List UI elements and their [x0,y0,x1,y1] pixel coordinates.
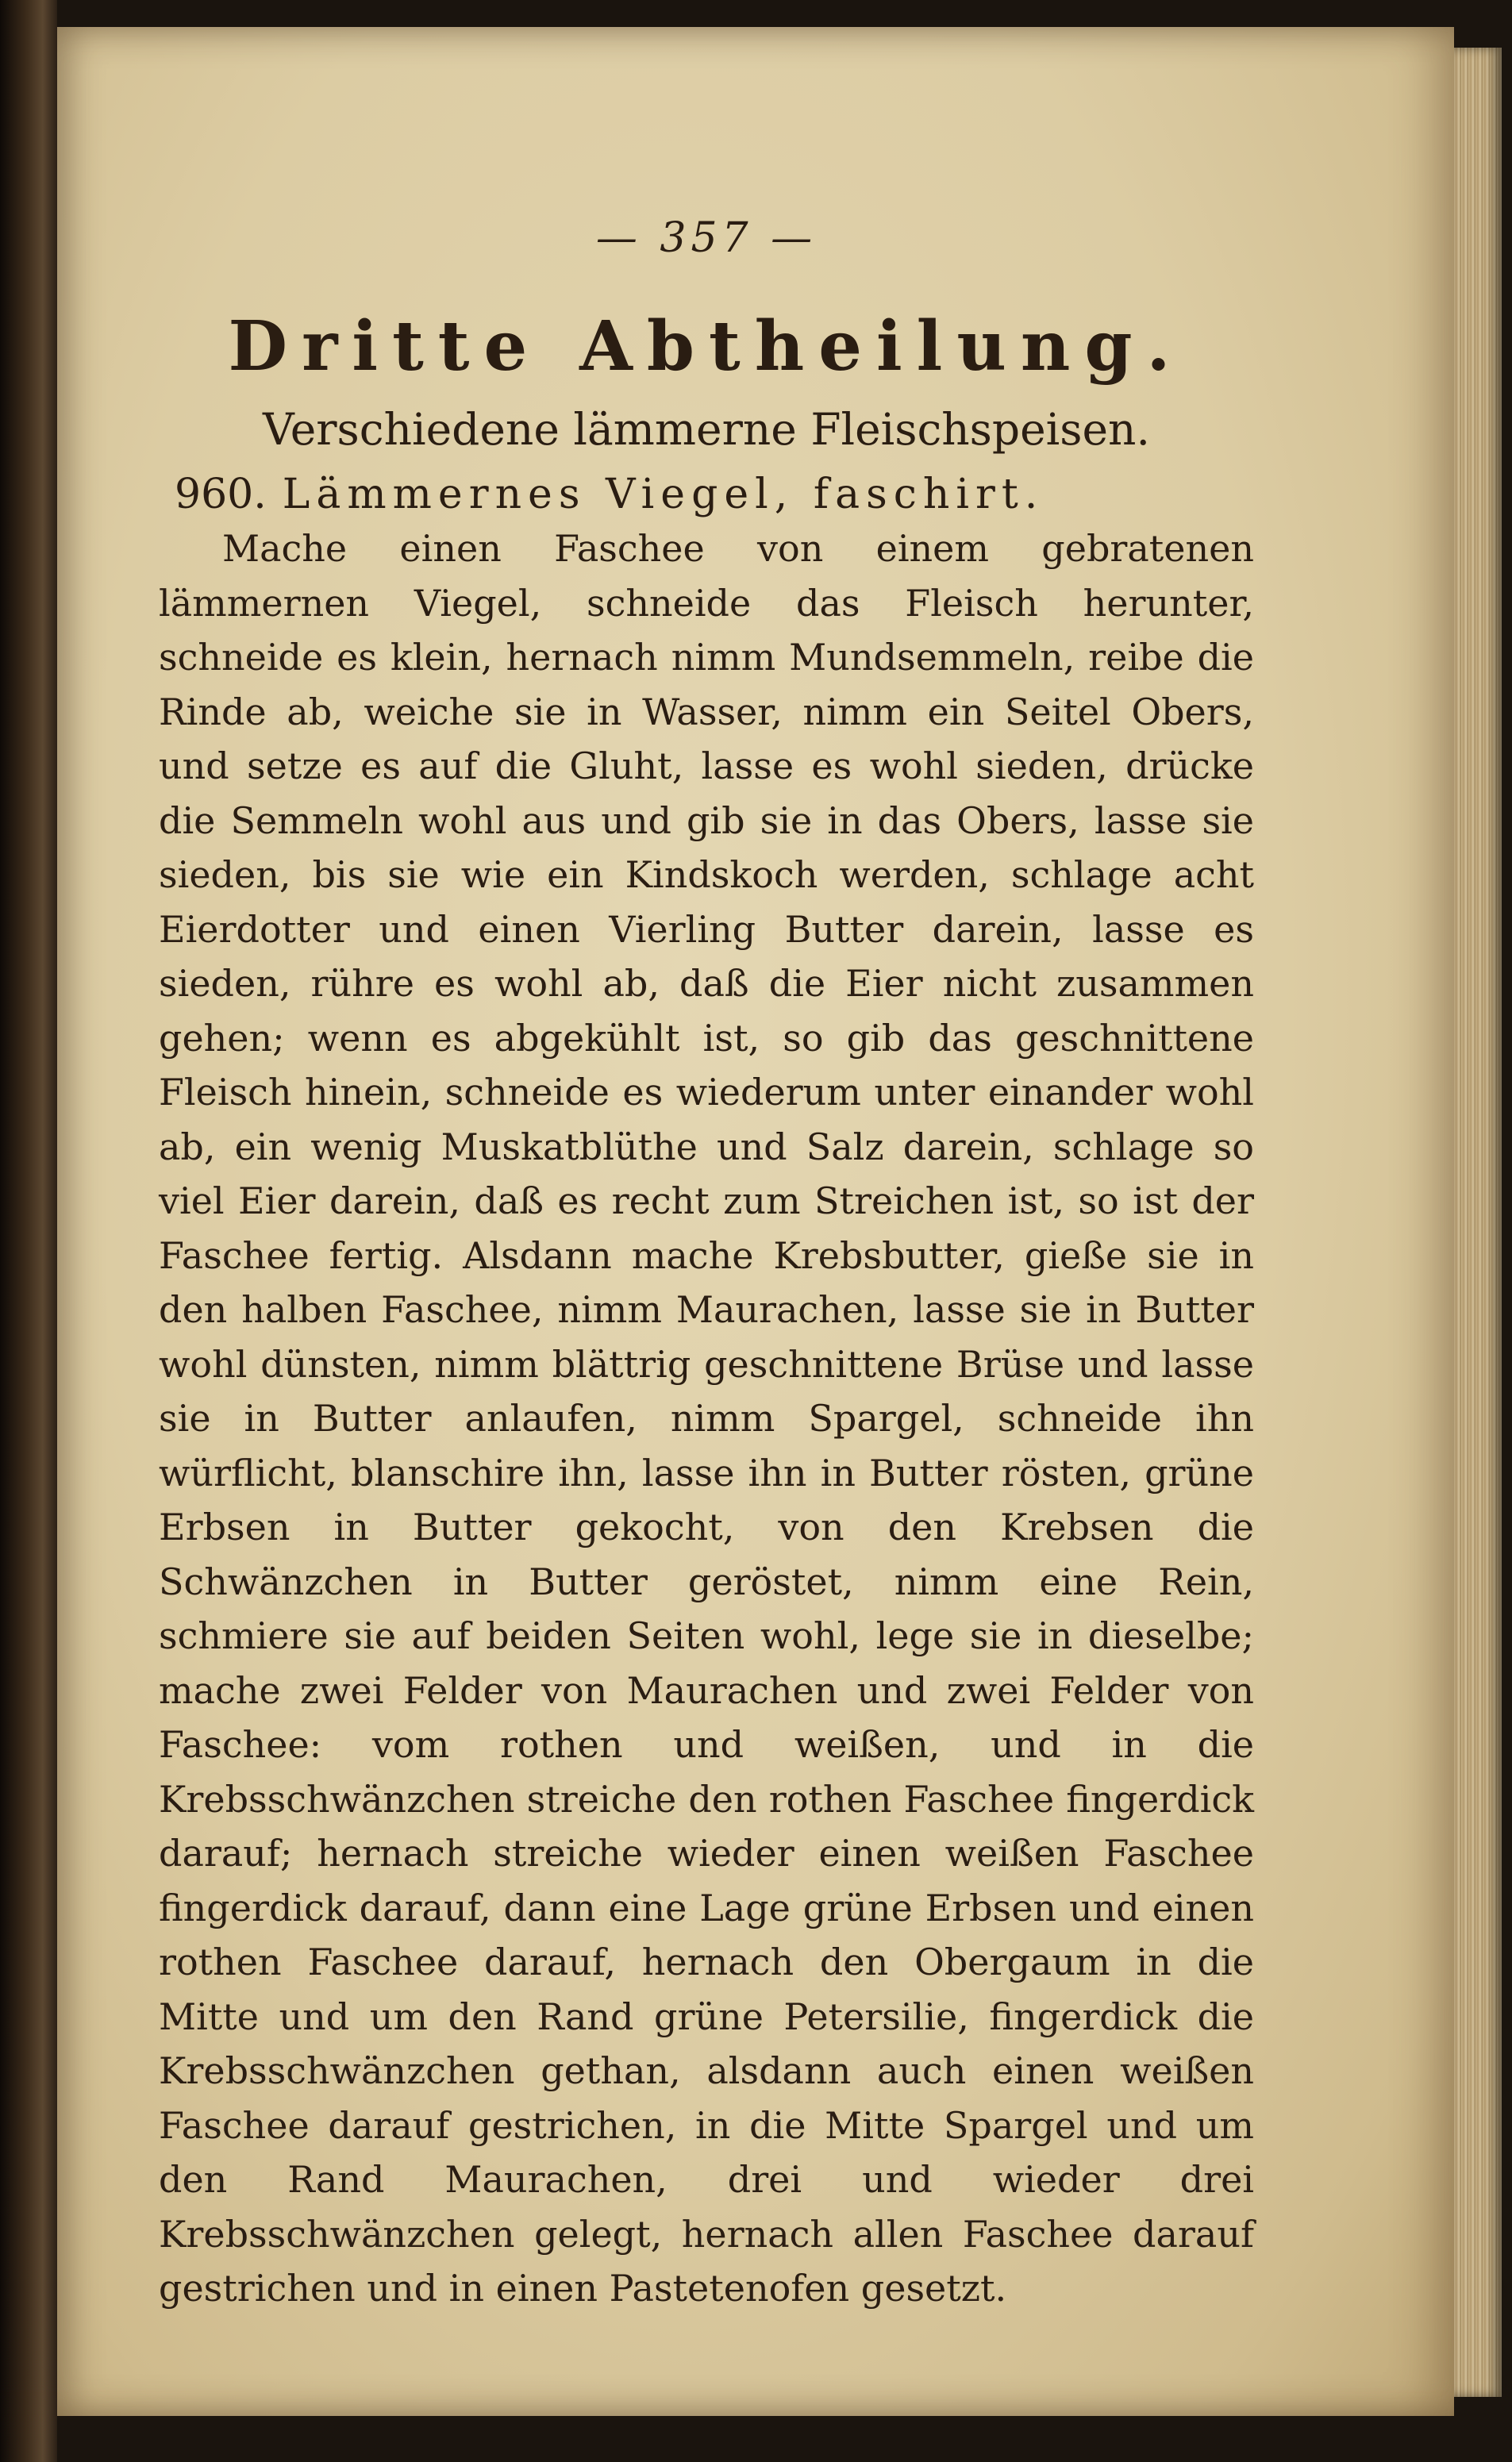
page-edges [1454,48,1502,2397]
recipe-body: Mache einen Faschee von einem gebratenen lämmernen Viegel, schneide das Fleisch herunter, schneide es klein, hernach nimm Mundsemmeln, reibe die Rinde ab, weiche sie in Wasser, nimm ein Seitel Obers, und setze es auf die Gluht, lasse es wohl sieden, drücke die Semmeln wohl aus und gib sie in das Obers, lasse sie sieden, bis sie wie ein Kindskoch werden, schlage acht Eierdotter und einen Vierling Butter darein, lasse es sieden, rühre es wohl ab, daß die Eier nicht zusammen gehen; wenn es abgekühlt ist, so gib das geschnittene Fleisch hinein, schneide es wiederum unter einander wohl ab, ein wenig Muskatblüthe und Salz darein, schlage so viel Eier darein, daß es recht zum Streichen ist, so ist der Faschee fertig. Alsdann mache Krebsbutter, gieße sie in den halben Faschee, nimm Maurachen, lasse sie in Butter wohl dünsten, nimm blättrig geschnittene Brüse und lasse sie in Butter anlaufen, nimm Spargel, schneide ihn würflicht, blanschire ihn, lasse ihn in Butter rösten, grüne Erbsen in Butter gekocht, von den Krebsen die Schwänzchen in Butter geröstet, nimm eine Rein, schmiere sie auf beiden Seiten wohl, lege sie in dieselbe; mache zwei Felder von Maurachen und zwei Felder von Faschee: vom rothen und weißen, und in die Krebsschwänzchen streiche den rothen Faschee fingerdick darauf; hernach streiche wieder einen weißen Faschee fingerdick darauf, dann eine Lage grüne Erbsen und einen rothen Faschee darauf, hernach den Obergaum in die Mitte und um den Rand grüne Petersilie, fingerdick die Krebsschwänzchen gethan, alsdann auch einen weißen Faschee darauf gestrichen, in die Mitte Spargel und um den Rand Maurachen, drei und wieder drei Krebsschwänzchen gelegt, hernach allen Faschee darauf gestrichen und in einen Pastetenofen gesetzt. [159,527,1254,2310]
recipe-heading [159,471,1254,518]
book-spine [0,0,57,2462]
section-subtitle: Verschiedene lämmerne Fleischspeisen. [263,404,1150,455]
page-content [159,214,1254,2316]
section-title: Dritte Abtheilung. [228,306,1185,387]
page-number: — 357 — [595,214,818,262]
recipe-number: 960. [175,471,267,518]
recipe-title: Lämmernes Viegel, faschirt. [282,471,1045,518]
